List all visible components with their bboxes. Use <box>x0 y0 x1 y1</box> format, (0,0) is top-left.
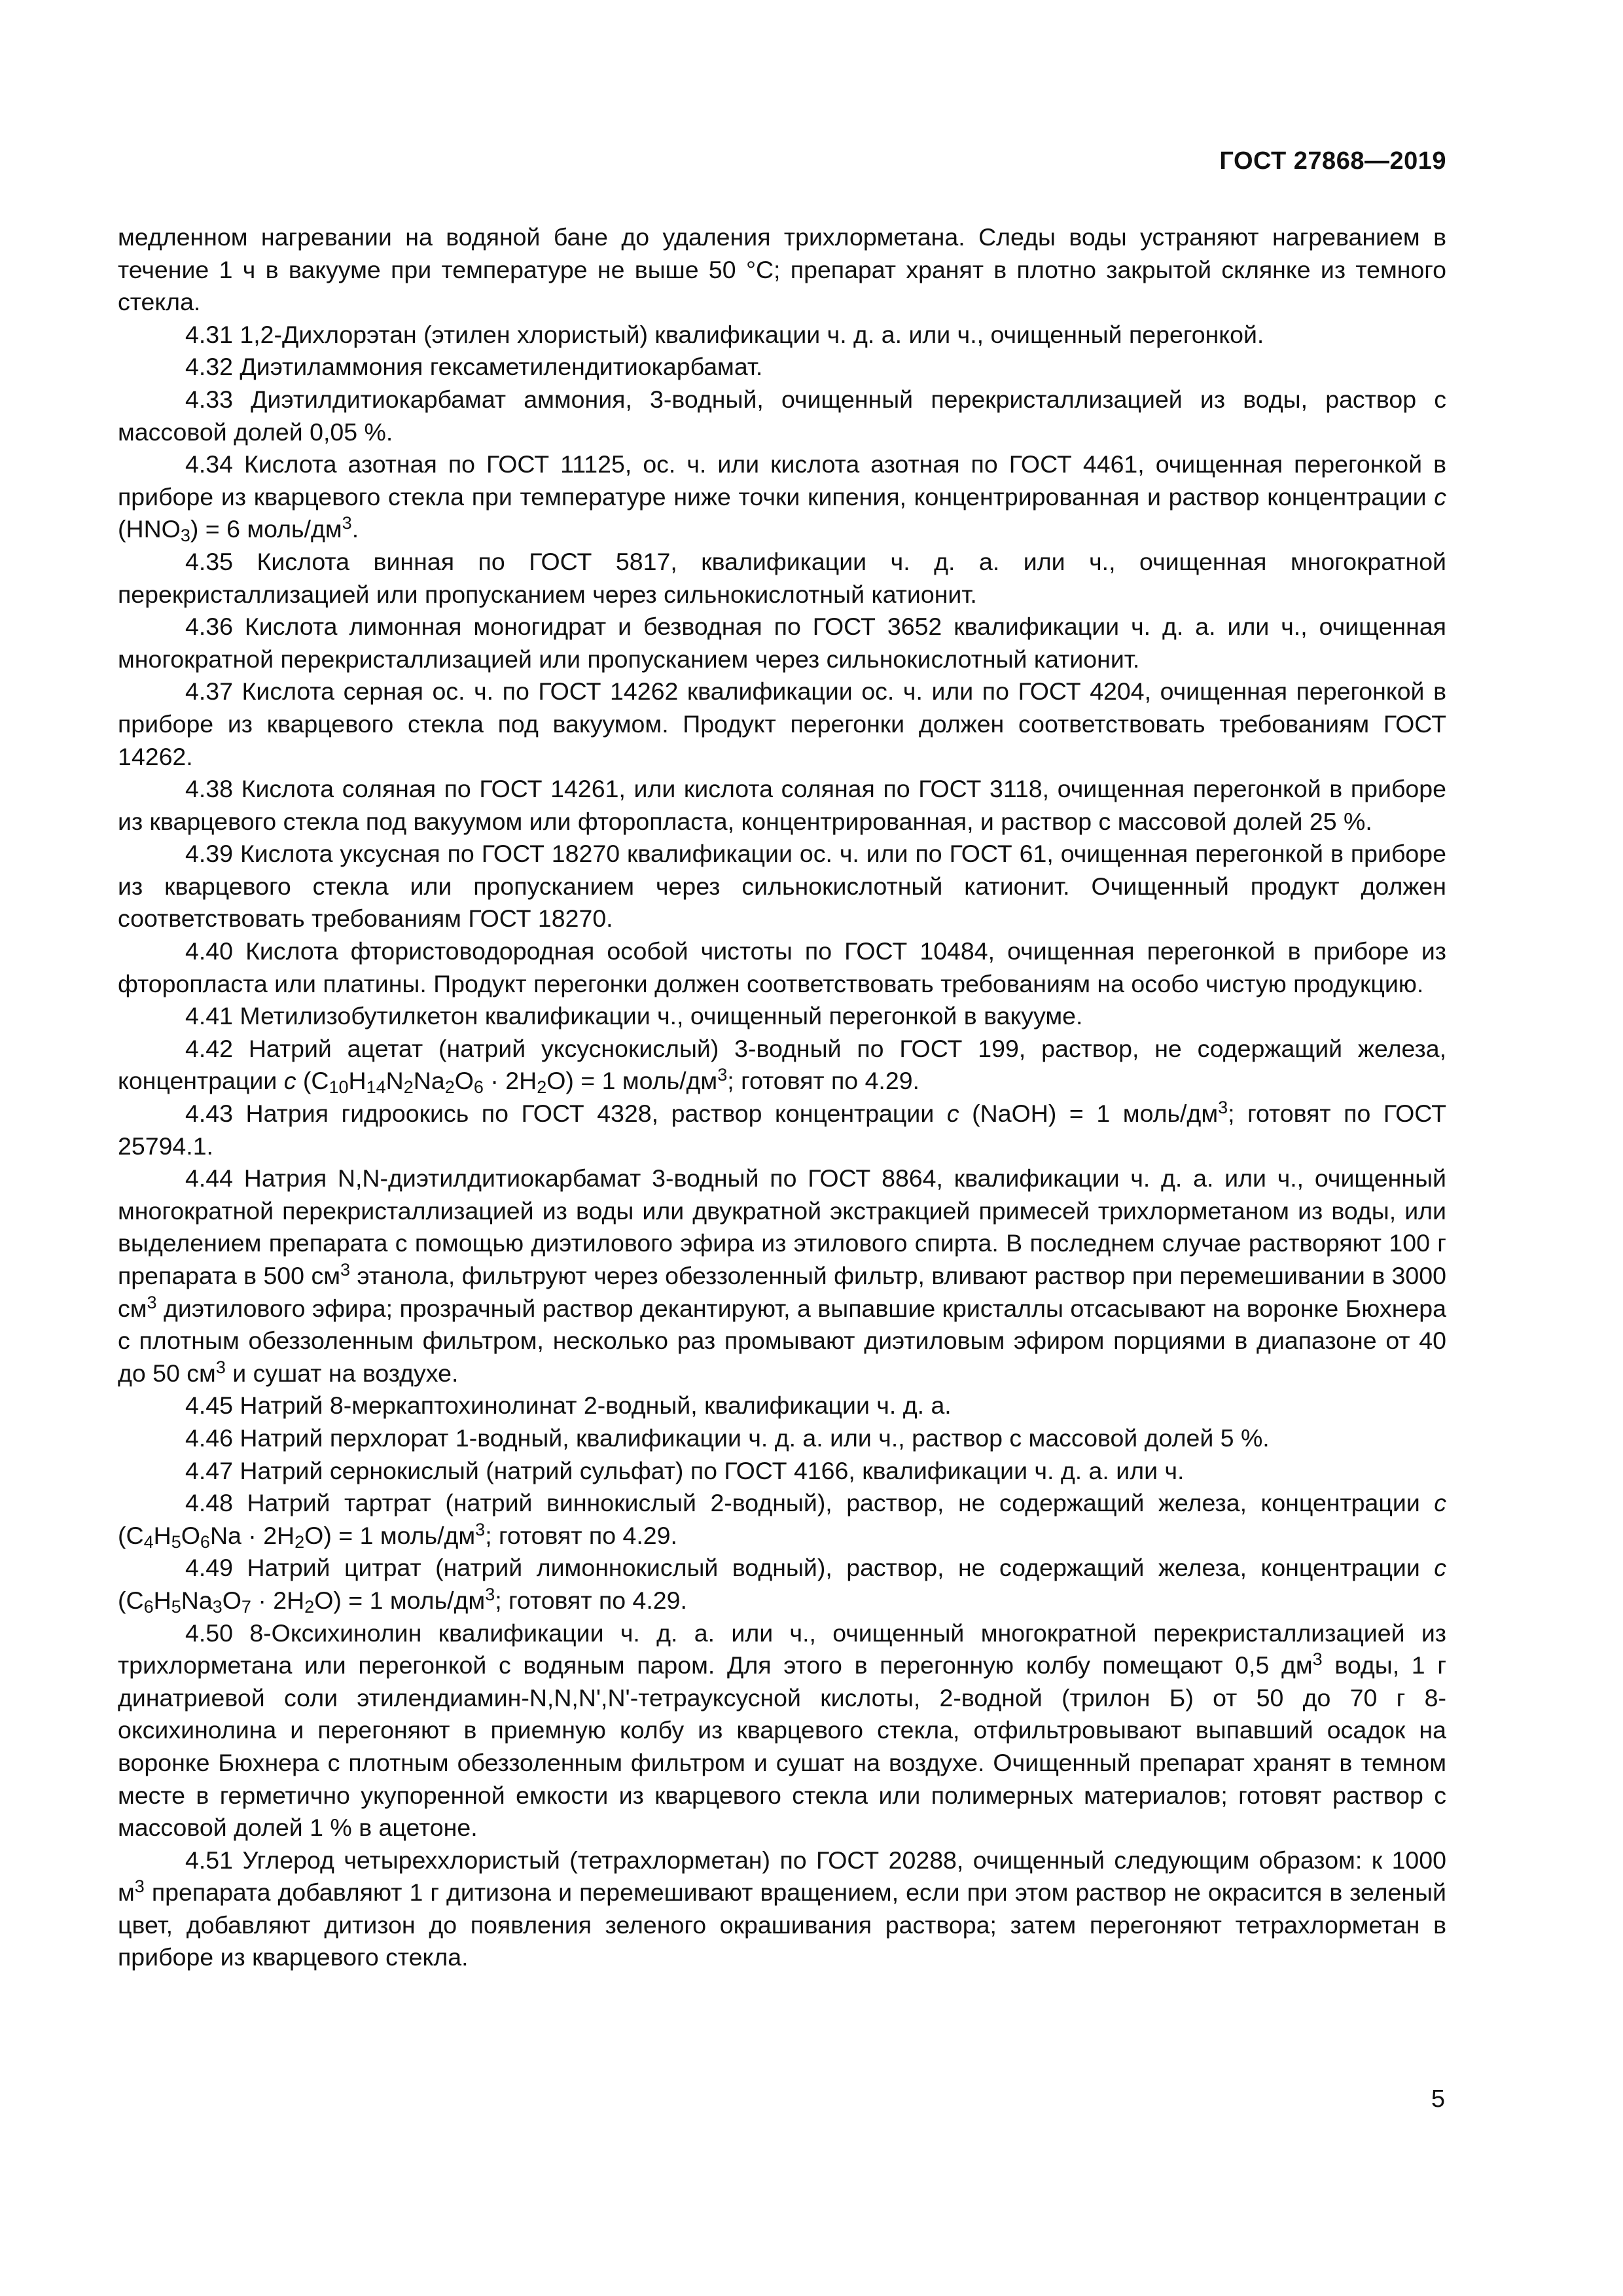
paragraph-4-49: 4.49 Натрий цитрат (натрий лимоннокислый водный), раствор, не содержащий железа, концентрации c $(C_6H_5Na_3O_7 \cdot 2H_2O) = 1$ моль/$дм^3$; готовят по 4.29. <box>118 1554 1446 1617</box>
paragraph-4-35: 4.35 Кислота винная по ГОСТ 5817, квалификации ч. д. а. или ч., очищенная многократной перекристаллизацией или пропусканием через сильнокислотный катионит. <box>118 547 1446 608</box>
paragraph-4-50: 4.50 8-Оксихинолин квалификации ч. д. а. или ч., очищенный многократной перекристаллизацией из трихлорметана или перегонкой с водяным паром. Для этого в перегонную колбу помещают 0,5 $дм^3$ воды, 1 г динатриевой соли этилендиамин-N,N,N',N'-тетрауксусной кислоты, 2-водной (трилон Б) от 50 до 70 г 8-оксихинолина и перегоняют в приемную колбу из кварцевого стекла, отфильтровывают выпавший осадок на воронке Бюхнера с плотным обеззоленным фильтром и сушат на воздухе. Очищенный препарат хранят в темном месте в герметично укупоренной емкости из кварцевого стекла или полимерных материалов; готовят раствор с массовой долей 1 % в ацетоне. <box>118 1619 1446 1842</box>
paragraph-4-33: 4.33 Диэтилдитиокарбамат аммония, 3-водный, очищенный перекристаллизацией из воды, раствор с массовой долей 0,05 %. <box>118 385 1446 446</box>
paragraph-4-40: 4.40 Кислота фтористоводородная особой чистоты по ГОСТ 10484, очищенная перегонкой в приборе из фторопласта или платины. Продукт перегонки должен соответствовать требованиям на особо чистую продукцию. <box>118 937 1446 997</box>
paragraph-4-31: 4.31 1,2-Дихлорэтан (этилен хлористый) квалификации ч. д. а. или ч., очищенный перегонкой. <box>185 320 1264 348</box>
paragraph-4-45: 4.45 Натрий 8-меркаптохинолинат 2-водный, квалификации ч. д. а. <box>185 1391 952 1420</box>
paragraph-4-41: 4.41 Метилизобутилкетон квалификации ч., очищенный перегонкой в вакууме. <box>185 1002 1083 1030</box>
paragraph-4-34: 4.34 Кислота азотная по ГОСТ 11125, ос. ч. или кислота азотная по ГОСТ 4461, очищенная перегонкой в приборе из кварцевого стекла при температуре ниже точки кипения, концентрированная и раствор концентрации c $(HNO_3) = 6$ моль/$дм^3$. <box>118 450 1446 546</box>
paragraph-4-42: 4.42 Натрий ацетат (натрий уксуснокислый) 3-водный по ГОСТ 199, раствор, не содержащий железа, концентрации c $(C_{10}H_{14}N_2Na_2O_6 \cdot 2H_2O) = 1$ моль/$дм^3$; готовят по 4.29. <box>118 1034 1446 1098</box>
paragraph-4-37: 4.37 Кислота серная ос. ч. по ГОСТ 14262 квалификации ос. ч. или по ГОСТ 4204, очищенная перегонкой в приборе из кварцевого стекла под вакуумом. Продукт перегонки должен соответствовать требованиям ГОСТ 14262. <box>118 677 1446 770</box>
paragraph-4-47: 4.47 Натрий сернокислый (натрий сульфат) по ГОСТ 4166, квалификации ч. д. а. или ч. <box>185 1456 1185 1484</box>
paragraph-4-32: 4.32 Диэтиламмония гексаметилендитиокарбамат. <box>185 353 763 381</box>
paragraph-4-48: 4.48 Натрий тартрат (натрий виннокислый 2-водный), раствор, не содержащий железа, концентрации c $(C_4H_5O_6Na \cdot 2H_2O) = 1$ моль/$дм^3$; готовят по 4.29. <box>118 1489 1446 1552</box>
paragraph-4-38: 4.38 Кислота соляная по ГОСТ 14261, или кислота соляная по ГОСТ 3118, очищенная перегонкой в приборе из кварцевого стекла под вакуумом или фторопласта, концентрированная, и раствор с массовой долей 25 %. <box>118 775 1446 835</box>
paragraph-4-46: 4.46 Натрий перхлорат 1-водный, квалификации ч. д. а. или ч., раствор с массовой долей 5 %. <box>185 1424 1270 1452</box>
document-header: ГОСТ 27868—2019 <box>1219 147 1446 175</box>
paragraph-4-51: 4.51 Углерод четыреххлористый (тетрахлорметан) по ГОСТ 20288, очищенный следующим образом: к 1000 $м^3$ препарата добавляют 1 г дитизона и перемешивают вращением, если при этом раствор не окрасится в зеленый цвет, добавляют дитизон до появления зеленого окрашивания раствора; затем перегоняют тетрахлорметан в приборе из кварцевого стекла. <box>118 1846 1446 1971</box>
page-number: 5 <box>1431 2085 1445 2113</box>
paragraph-continuation: медленном нагревании на водяной бане до удаления трихлорметана. Следы воды устраняют нагреванием в течение 1 ч в вакууме при температуре не выше 50 °С; препарат хранят в плотно закрытой склянке из темного стекла. <box>118 223 1446 316</box>
paragraph-4-36: 4.36 Кислота лимонная моногидрат и безводная по ГОСТ 3652 квалификации ч. д. а. или ч., очищенная многократной перекристаллизацией или пропусканием через сильнокислотный катионит. <box>118 613 1446 673</box>
paragraph-4-39: 4.39 Кислота уксусная по ГОСТ 18270 квалификации ос. ч. или по ГОСТ 61, очищенная перегонкой в приборе из кварцевого стекла или пропусканием через сильнокислотный катионит. Очищенный продукт должен соответствовать требованиям ГОСТ 18270. <box>118 840 1446 933</box>
document-body <box>118 221 1446 1974</box>
paragraph-4-44: 4.44 Натрия N,N-диэтилдитиокарбамат 3-водный по ГОСТ 8864, квалификации ч. д. а. или ч., очищенный многократной перекристаллизацией из воды или двукратной экстракцией примесей трихлорметаном из воды, или выделением препарата с помощью диэтилового эфира из этилового спирта. В последнем случае растворяют 100 г препарата в 500 $см^3$ этанола, фильтруют через обеззоленный фильтр, вливают раствор при перемешивании в 3000 $см^3$ диэтилового эфира; прозрачный раствор декантируют, а выпавшие кристаллы отсасывают на воронке Бюхнера с плотным обеззоленным фильтром, несколько раз промывают диэтиловым эфиром порциями в диапазоне от 40 до 50 $см^3$ и сушат на воздухе. <box>118 1164 1446 1387</box>
paragraph-4-43: 4.43 Натрия гидроокись по ГОСТ 4328, раствор концентрации c (NaOH) = 1 моль/$дм^3$; готовят по ГОСТ 25794.1. <box>118 1098 1447 1160</box>
